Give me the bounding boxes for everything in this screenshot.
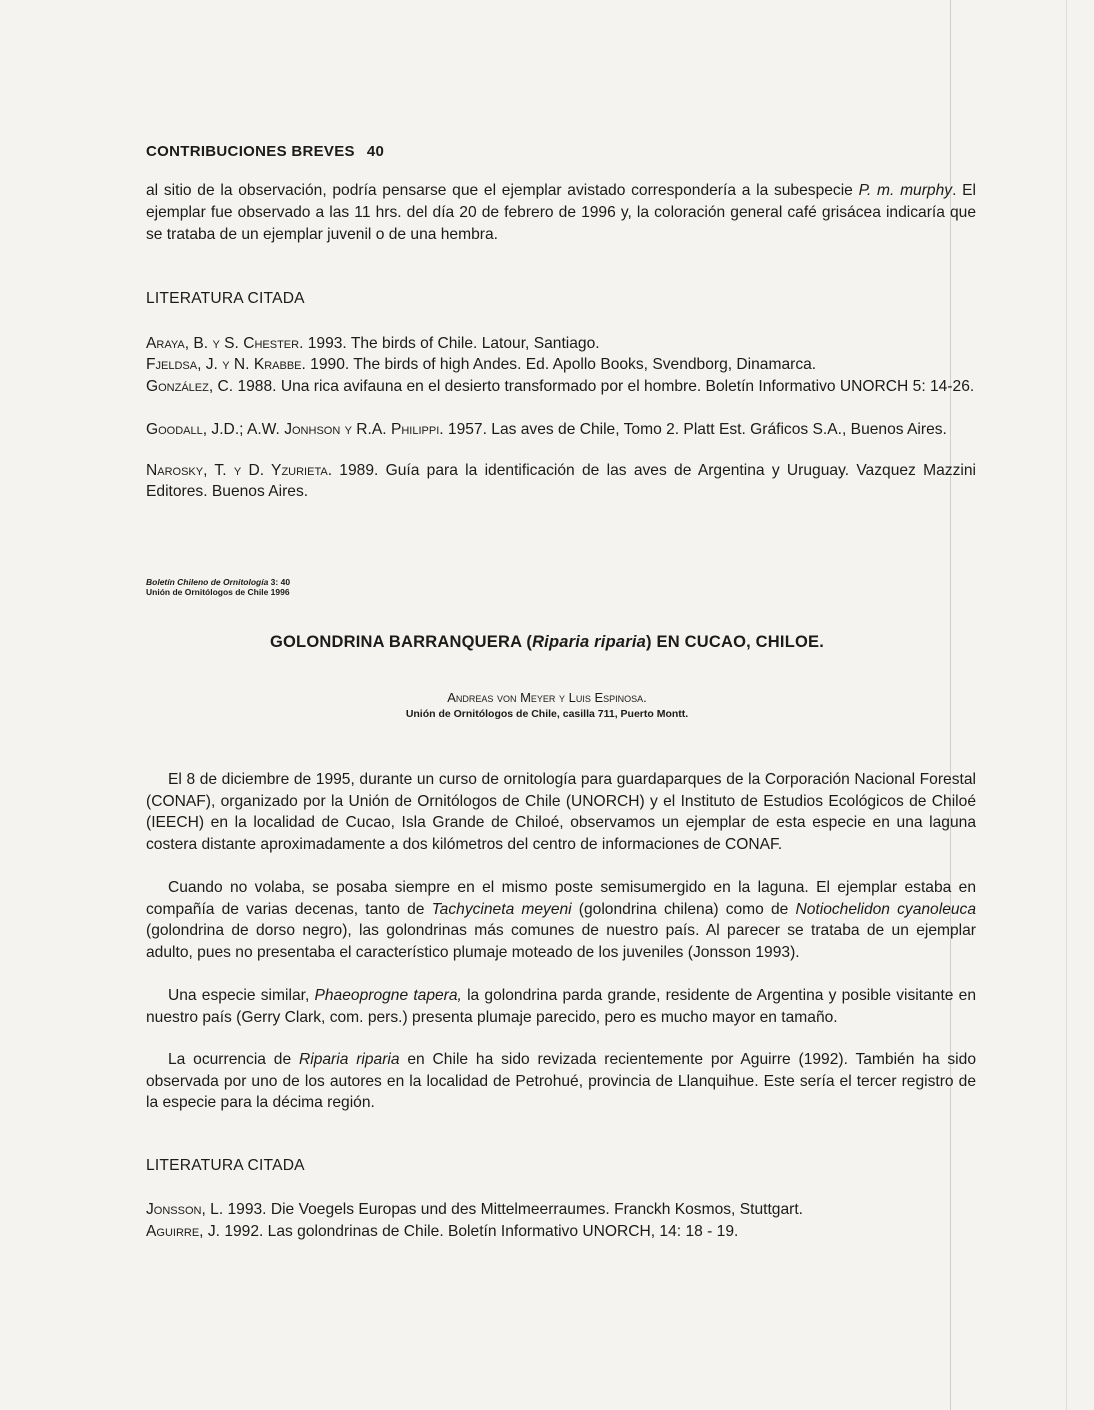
journal-citation: Boletín Chileno de Ornitología 3: 40 Unión de Ornitólogos de Chile 1996 [146, 577, 291, 597]
species-name: Phaeoprogne tapera, [314, 987, 462, 1004]
journal-title: Boletín Chileno de Ornitología [146, 577, 269, 587]
body-paragraph: Una especie similar, Phaeoprogne tapera, la golondrina parda grande, residente de Argentina y posible visitante en nuestro país (Gerry Clark, com. pers.) presenta plumaje parecido, pero es mucho mayor en tamaño. [146, 987, 977, 1026]
reference-item: Araya, B. y S. Chester. 1993. The birds of Chile. Latour, Santiago. [146, 335, 600, 352]
species-name: Notiochelidon cyanoleuca [795, 900, 977, 918]
scan-edge-line [1066, 0, 1067, 1410]
journal-publisher: Unión de Ornitólogos de Chile 1996 [146, 586, 290, 597]
section-title: CONTRIBUCIONES BREVES [146, 143, 355, 160]
reference-item: Goodall, J.D.; A.W. Jonhson y R.A. Philippi. 1957. Las aves de Chile, Tomo 2. Platt Est. Gráficos S.A., Buenos Aires. [146, 421, 947, 438]
species-name: Riparia riparia [532, 633, 647, 651]
species-name: Tachycineta meyeni [431, 900, 572, 918]
author-affiliation: Unión de Ornitólogos de Chile, casilla 711, Puerto Montt. [405, 708, 689, 720]
page-number: 40 [366, 143, 385, 160]
reference-item: Jonsson, L. 1993. Die Voegels Europas und des Mittelmeerraumes. Franckh Kosmos, Stuttgart. [146, 1201, 803, 1218]
page-header [146, 143, 384, 160]
body-paragraph: Cuando no volaba, se posaba siempre en el mismo poste semisumergido en la laguna. El ejemplar estaba en compañía de varias decenas, tanto de Tachycineta meyeni (golondrina chilena) como de Notiochelidon cyanoleuca (golondrina de dorso negro), las golondrinas más comunes de nuestro país. Al parecer se trataba de un ejemplar adulto, pues no presentaba el característico plumaje moteado de los juveniles (Jonsson 1993). [146, 879, 977, 961]
body-paragraph: La ocurrencia de Riparia riparia en Chile ha sido revizada recientemente por Aguirre (1992). También ha sido observada por uno de los autores en la localidad de Petrohué, provincia de Llanquihue. Este sería el tercer registro de la especie para la décima región. [146, 1051, 976, 1111]
reference-item: Fjeldsa, J. y N. Krabbe. 1990. The birds of high Andes. Ed. Apollo Books, Svendborg, Dinamarca. [146, 356, 817, 373]
species-name: Riparia riparia [298, 1051, 400, 1068]
article-title: GOLONDRINA BARRANQUERA (Riparia riparia) EN CUCAO, CHILOE. [269, 633, 824, 651]
intro-paragraph: al sitio de la observación, podría pensarse que el ejemplar avistado correspondería a la subespecie P. m. murphy. El ejemplar fue observado a las 11 hrs. del día 20 de febrero de 1996 y, la coloración general café grisácea indicaría que se trataba de un ejemplar juvenil o de una hembra. [146, 182, 976, 243]
reference-item: Aguirre, J. 1992. Las golondrinas de Chile. Boletín Informativo UNORCH, 14: 18 - 19. [146, 1223, 739, 1240]
species-name: P. m. murphy [858, 182, 953, 199]
literature-heading: LITERATURA CITADA [146, 290, 305, 307]
article-authors: Andreas von Meyer y Luis Espinosa. [447, 690, 647, 705]
body-paragraph: El 8 de diciembre de 1995, durante un curso de ornitología para guardaparques de la Corporación Nacional Forestal (CONAF), organizado por la Unión de Ornitólogos de Chile (UNORCH) y el Instituto de Estudios Ecológicos de Chiloé (IEECH) en la localidad de Cucao, Isla Grande de Chiloé, observamos un ejemplar de esta especie en una laguna costera distante aproximadamente a dos kilómetros del centro de informaciones de CONAF. [146, 771, 976, 853]
literature-heading: LITERATURA CITADA [146, 1157, 305, 1174]
reference-item: Narosky, T. y D. Yzurieta. 1989. Guía para la identificación de las aves de Argentina y Uruguay. Vazquez Mazzini Editores. Buenos Aires. [146, 462, 976, 500]
reference-item: González, C. 1988. Una rica avifauna en el desierto transformado por el hombre. Boletín Informativo UNORCH 5: 14-26. [146, 378, 975, 395]
